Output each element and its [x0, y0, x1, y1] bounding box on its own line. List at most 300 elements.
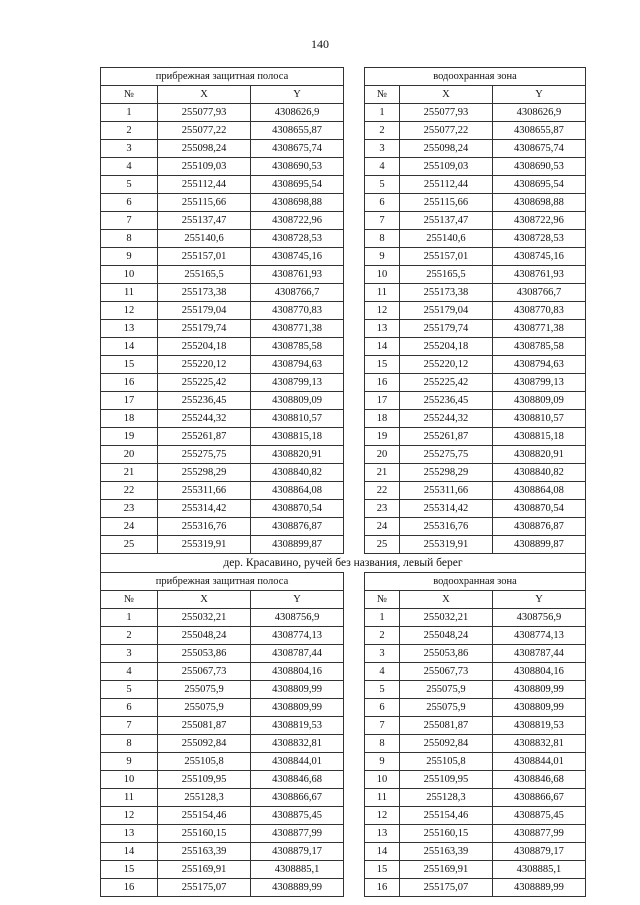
cell-x: 255298,29 [158, 464, 251, 482]
cell-y: 4308809,99 [251, 681, 344, 699]
cell-number: 7 [101, 717, 158, 735]
cell-y: 4308722,96 [492, 212, 585, 230]
cell-number: 2 [364, 627, 399, 645]
cell-number: 13 [364, 320, 399, 338]
table-row [101, 753, 344, 771]
cell-x: 255175,07 [399, 879, 492, 897]
cell-x: 255244,32 [158, 410, 251, 428]
table-row [101, 194, 344, 212]
cell-y: 4308626,9 [251, 104, 344, 122]
cell-number: 15 [364, 861, 399, 879]
cell-y: 4308877,99 [251, 825, 344, 843]
cell-y: 4308809,99 [492, 681, 585, 699]
cell-x: 255160,15 [399, 825, 492, 843]
table-row [101, 248, 344, 266]
table-row [101, 338, 344, 356]
cell-y: 4308809,09 [492, 392, 585, 410]
table-row [364, 825, 585, 843]
table-row [364, 104, 585, 122]
table-row [364, 753, 585, 771]
cell-x: 255225,42 [158, 374, 251, 392]
cell-x: 255316,76 [158, 518, 251, 536]
cell-number: 18 [364, 410, 399, 428]
cell-x: 255075,9 [399, 699, 492, 717]
cell-y: 4308787,44 [492, 645, 585, 663]
table-row [364, 338, 585, 356]
table-row [101, 717, 344, 735]
cell-y: 4308756,9 [251, 609, 344, 627]
cell-x: 255137,47 [399, 212, 492, 230]
cell-y: 4308820,91 [492, 446, 585, 464]
col-header-number: № [364, 86, 399, 104]
table-row [101, 627, 344, 645]
table-row [101, 536, 344, 554]
cell-y: 4308877,99 [492, 825, 585, 843]
cell-y: 4308889,99 [251, 879, 344, 897]
table-row [364, 735, 585, 753]
cell-x: 255298,29 [399, 464, 492, 482]
table-row [101, 176, 344, 194]
cell-x: 255032,21 [399, 609, 492, 627]
cell-y: 4308820,91 [251, 446, 344, 464]
cell-x: 255314,42 [158, 500, 251, 518]
cell-y: 4308785,58 [492, 338, 585, 356]
block1-left-title: прибрежная защитная полоса [101, 68, 344, 86]
cell-x: 255319,91 [399, 536, 492, 554]
cell-y: 4308844,01 [492, 753, 585, 771]
cell-x: 255081,87 [158, 717, 251, 735]
cell-y: 4308879,17 [251, 843, 344, 861]
cell-number: 3 [364, 645, 399, 663]
table-row [101, 663, 344, 681]
cell-y: 4308809,09 [251, 392, 344, 410]
table-row [364, 266, 585, 284]
col-header-x: X [158, 86, 251, 104]
cell-y: 4308870,54 [251, 500, 344, 518]
cell-x: 255179,04 [399, 302, 492, 320]
cell-y: 4308846,68 [492, 771, 585, 789]
cell-y: 4308819,53 [492, 717, 585, 735]
cell-number: 4 [101, 158, 158, 176]
cell-number: 10 [101, 266, 158, 284]
table-row [364, 212, 585, 230]
cell-x: 255053,86 [158, 645, 251, 663]
table-row [101, 879, 344, 897]
cell-number: 3 [101, 140, 158, 158]
cell-number: 5 [101, 681, 158, 699]
cell-number: 16 [101, 879, 158, 897]
cell-number: 17 [364, 392, 399, 410]
table-row [364, 771, 585, 789]
cell-y: 4308832,81 [251, 735, 344, 753]
cell-y: 4308766,7 [492, 284, 585, 302]
cell-x: 255157,01 [158, 248, 251, 266]
cell-x: 255179,74 [158, 320, 251, 338]
cell-y: 4308794,63 [251, 356, 344, 374]
cell-number: 5 [101, 176, 158, 194]
table-row [364, 879, 585, 897]
cell-number: 6 [364, 194, 399, 212]
cell-number: 11 [364, 284, 399, 302]
cell-number: 3 [101, 645, 158, 663]
table-row [101, 392, 344, 410]
cell-x: 255075,9 [158, 681, 251, 699]
table-row [364, 500, 585, 518]
table-row [101, 356, 344, 374]
cell-number: 7 [364, 717, 399, 735]
cell-x: 255077,22 [158, 122, 251, 140]
cell-y: 4308728,53 [492, 230, 585, 248]
cell-number: 25 [364, 536, 399, 554]
block2-tables [100, 572, 586, 897]
cell-y: 4308804,16 [492, 663, 585, 681]
cell-x: 255048,24 [399, 627, 492, 645]
cell-x: 255115,66 [158, 194, 251, 212]
block1-right-title: водоохранная зона [364, 68, 585, 86]
cell-x: 255115,66 [399, 194, 492, 212]
cell-number: 6 [101, 699, 158, 717]
cell-x: 255179,74 [399, 320, 492, 338]
cell-x: 255165,5 [399, 266, 492, 284]
cell-x: 255244,32 [399, 410, 492, 428]
cell-number: 9 [364, 248, 399, 266]
table-row [364, 843, 585, 861]
block2-left-table [100, 572, 344, 897]
cell-x: 255316,76 [399, 518, 492, 536]
cell-y: 4308771,38 [492, 320, 585, 338]
cell-number: 18 [101, 410, 158, 428]
cell-y: 4308815,18 [492, 428, 585, 446]
col-header-x: X [158, 591, 251, 609]
document-body [100, 67, 586, 897]
cell-number: 15 [101, 356, 158, 374]
cell-x: 255225,42 [399, 374, 492, 392]
table-row [101, 122, 344, 140]
cell-y: 4308771,38 [251, 320, 344, 338]
cell-x: 255169,91 [399, 861, 492, 879]
cell-number: 12 [101, 302, 158, 320]
table-row [101, 518, 344, 536]
cell-x: 255319,91 [158, 536, 251, 554]
cell-y: 4308690,53 [492, 158, 585, 176]
cell-x: 255160,15 [158, 825, 251, 843]
table-row [364, 699, 585, 717]
cell-y: 4308761,93 [251, 266, 344, 284]
cell-y: 4308761,93 [492, 266, 585, 284]
cell-number: 15 [364, 356, 399, 374]
col-header-number: № [364, 591, 399, 609]
cell-y: 4308756,9 [492, 609, 585, 627]
page-number: 140 [311, 37, 329, 51]
cell-x: 255311,66 [158, 482, 251, 500]
cell-x: 255128,3 [158, 789, 251, 807]
cell-x: 255275,75 [399, 446, 492, 464]
table-row [364, 536, 585, 554]
table-row [364, 807, 585, 825]
table-row [364, 410, 585, 428]
cell-x: 255140,6 [399, 230, 492, 248]
table-row [364, 176, 585, 194]
cell-y: 4308819,53 [251, 717, 344, 735]
cell-number: 21 [101, 464, 158, 482]
block1-left-table [100, 67, 344, 554]
cell-x: 255081,87 [399, 717, 492, 735]
cell-y: 4308870,54 [492, 500, 585, 518]
cell-x: 255169,91 [158, 861, 251, 879]
cell-y: 4308815,18 [251, 428, 344, 446]
block1-right-table [364, 67, 586, 554]
cell-y: 4308840,82 [492, 464, 585, 482]
table-row [364, 464, 585, 482]
cell-number: 9 [364, 753, 399, 771]
table-row [364, 789, 585, 807]
table-row [101, 609, 344, 627]
cell-number: 5 [364, 681, 399, 699]
col-header-number: № [101, 591, 158, 609]
cell-y: 4308879,17 [492, 843, 585, 861]
cell-number: 7 [101, 212, 158, 230]
cell-y: 4308698,88 [251, 194, 344, 212]
col-header-number: № [101, 86, 158, 104]
table-row [101, 681, 344, 699]
table-row [101, 735, 344, 753]
cell-y: 4308866,67 [492, 789, 585, 807]
cell-number: 4 [364, 663, 399, 681]
table-row [101, 212, 344, 230]
cell-y: 4308690,53 [251, 158, 344, 176]
col-header-y: Y [251, 86, 344, 104]
table-row [364, 140, 585, 158]
cell-y: 4308846,68 [251, 771, 344, 789]
cell-y: 4308770,83 [492, 302, 585, 320]
cell-y: 4308626,9 [492, 104, 585, 122]
cell-y: 4308774,13 [251, 627, 344, 645]
cell-x: 255204,18 [399, 338, 492, 356]
cell-number: 14 [364, 338, 399, 356]
table-row [364, 518, 585, 536]
col-header-x: X [399, 591, 492, 609]
cell-y: 4308864,08 [251, 482, 344, 500]
table-row [364, 482, 585, 500]
cell-y: 4308875,45 [492, 807, 585, 825]
cell-number: 16 [364, 374, 399, 392]
cell-number: 15 [101, 861, 158, 879]
cell-number: 17 [101, 392, 158, 410]
cell-number: 10 [364, 266, 399, 284]
cell-y: 4308876,87 [492, 518, 585, 536]
cell-number: 10 [101, 771, 158, 789]
table-row [364, 230, 585, 248]
cell-y: 4308885,1 [492, 861, 585, 879]
cell-number: 8 [101, 735, 158, 753]
table-row [101, 374, 344, 392]
cell-x: 255075,9 [399, 681, 492, 699]
cell-number: 19 [364, 428, 399, 446]
cell-y: 4308899,87 [251, 536, 344, 554]
table-row [364, 194, 585, 212]
cell-y: 4308810,57 [492, 410, 585, 428]
cell-number: 11 [101, 789, 158, 807]
cell-number: 16 [101, 374, 158, 392]
cell-number: 23 [101, 500, 158, 518]
table-row [101, 843, 344, 861]
cell-number: 2 [364, 122, 399, 140]
cell-y: 4308809,99 [492, 699, 585, 717]
table-row [101, 140, 344, 158]
table-row [364, 627, 585, 645]
cell-x: 255105,8 [399, 753, 492, 771]
cell-y: 4308885,1 [251, 861, 344, 879]
cell-number: 10 [364, 771, 399, 789]
cell-x: 255109,95 [158, 771, 251, 789]
cell-y: 4308745,16 [492, 248, 585, 266]
table-row [364, 609, 585, 627]
cell-y: 4308804,16 [251, 663, 344, 681]
table-row [364, 320, 585, 338]
table-row [101, 645, 344, 663]
cell-number: 22 [101, 482, 158, 500]
table-row [101, 428, 344, 446]
cell-x: 255261,87 [158, 428, 251, 446]
cell-x: 255092,84 [158, 735, 251, 753]
table-row [101, 699, 344, 717]
table-row [364, 158, 585, 176]
cell-y: 4308864,08 [492, 482, 585, 500]
cell-x: 255140,6 [158, 230, 251, 248]
cell-number: 9 [101, 753, 158, 771]
cell-y: 4308844,01 [251, 753, 344, 771]
cell-number: 6 [101, 194, 158, 212]
cell-y: 4308766,7 [251, 284, 344, 302]
cell-x: 255175,07 [158, 879, 251, 897]
cell-number: 24 [101, 518, 158, 536]
cell-x: 255077,93 [158, 104, 251, 122]
cell-x: 255137,47 [158, 212, 251, 230]
cell-x: 255109,03 [399, 158, 492, 176]
cell-x: 255173,38 [399, 284, 492, 302]
cell-number: 3 [364, 140, 399, 158]
cell-x: 255236,45 [399, 392, 492, 410]
cell-number: 5 [364, 176, 399, 194]
cell-number: 13 [364, 825, 399, 843]
cell-number: 6 [364, 699, 399, 717]
cell-x: 255157,01 [399, 248, 492, 266]
cell-x: 255032,21 [158, 609, 251, 627]
table-row [101, 861, 344, 879]
cell-number: 2 [101, 627, 158, 645]
cell-number: 8 [101, 230, 158, 248]
cell-x: 255128,3 [399, 789, 492, 807]
cell-y: 4308809,99 [251, 699, 344, 717]
cell-y: 4308770,83 [251, 302, 344, 320]
cell-y: 4308799,13 [251, 374, 344, 392]
col-header-y: Y [251, 591, 344, 609]
table-row [101, 825, 344, 843]
cell-number: 23 [364, 500, 399, 518]
cell-y: 4308899,87 [492, 536, 585, 554]
table-row [364, 356, 585, 374]
col-header-y: Y [492, 591, 585, 609]
cell-number: 13 [101, 320, 158, 338]
table-row [364, 681, 585, 699]
table-row [101, 446, 344, 464]
table-row [101, 771, 344, 789]
cell-x: 255105,8 [158, 753, 251, 771]
cell-x: 255275,75 [158, 446, 251, 464]
cell-number: 1 [101, 609, 158, 627]
cell-number: 22 [364, 482, 399, 500]
cell-number: 9 [101, 248, 158, 266]
table-row [364, 717, 585, 735]
cell-x: 255165,5 [158, 266, 251, 284]
cell-number: 8 [364, 735, 399, 753]
cell-y: 4308655,87 [251, 122, 344, 140]
table-row [364, 446, 585, 464]
cell-y: 4308810,57 [251, 410, 344, 428]
cell-y: 4308794,63 [492, 356, 585, 374]
table-row [101, 158, 344, 176]
cell-number: 16 [364, 879, 399, 897]
cell-y: 4308695,54 [251, 176, 344, 194]
table-row [364, 284, 585, 302]
cell-y: 4308698,88 [492, 194, 585, 212]
cell-number: 14 [101, 338, 158, 356]
cell-x: 255163,39 [158, 843, 251, 861]
cell-y: 4308785,58 [251, 338, 344, 356]
table-row [101, 464, 344, 482]
cell-y: 4308876,87 [251, 518, 344, 536]
col-header-y: Y [492, 86, 585, 104]
cell-x: 255109,03 [158, 158, 251, 176]
cell-x: 255314,42 [399, 500, 492, 518]
cell-y: 4308840,82 [251, 464, 344, 482]
cell-x: 255179,04 [158, 302, 251, 320]
cell-number: 11 [101, 284, 158, 302]
table-row [364, 663, 585, 681]
cell-x: 255220,12 [399, 356, 492, 374]
cell-x: 255092,84 [399, 735, 492, 753]
table-row [101, 410, 344, 428]
cell-x: 255067,73 [399, 663, 492, 681]
table-row [364, 248, 585, 266]
cell-x: 255220,12 [158, 356, 251, 374]
cell-number: 12 [364, 302, 399, 320]
cell-y: 4308866,67 [251, 789, 344, 807]
cell-x: 255236,45 [158, 392, 251, 410]
table-row [101, 500, 344, 518]
table-row [101, 789, 344, 807]
table-row [364, 645, 585, 663]
cell-number: 2 [101, 122, 158, 140]
cell-y: 4308675,74 [492, 140, 585, 158]
cell-x: 255075,9 [158, 699, 251, 717]
cell-x: 255173,38 [158, 284, 251, 302]
cell-x: 255053,86 [399, 645, 492, 663]
cell-x: 255109,95 [399, 771, 492, 789]
cell-number: 14 [101, 843, 158, 861]
cell-y: 4308655,87 [492, 122, 585, 140]
table-row [101, 302, 344, 320]
cell-number: 20 [101, 446, 158, 464]
cell-x: 255112,44 [399, 176, 492, 194]
cell-x: 255154,46 [399, 807, 492, 825]
table-row [101, 320, 344, 338]
cell-number: 4 [364, 158, 399, 176]
cell-number: 12 [364, 807, 399, 825]
block1-tables [100, 67, 586, 554]
table-row [101, 284, 344, 302]
cell-x: 255098,24 [158, 140, 251, 158]
